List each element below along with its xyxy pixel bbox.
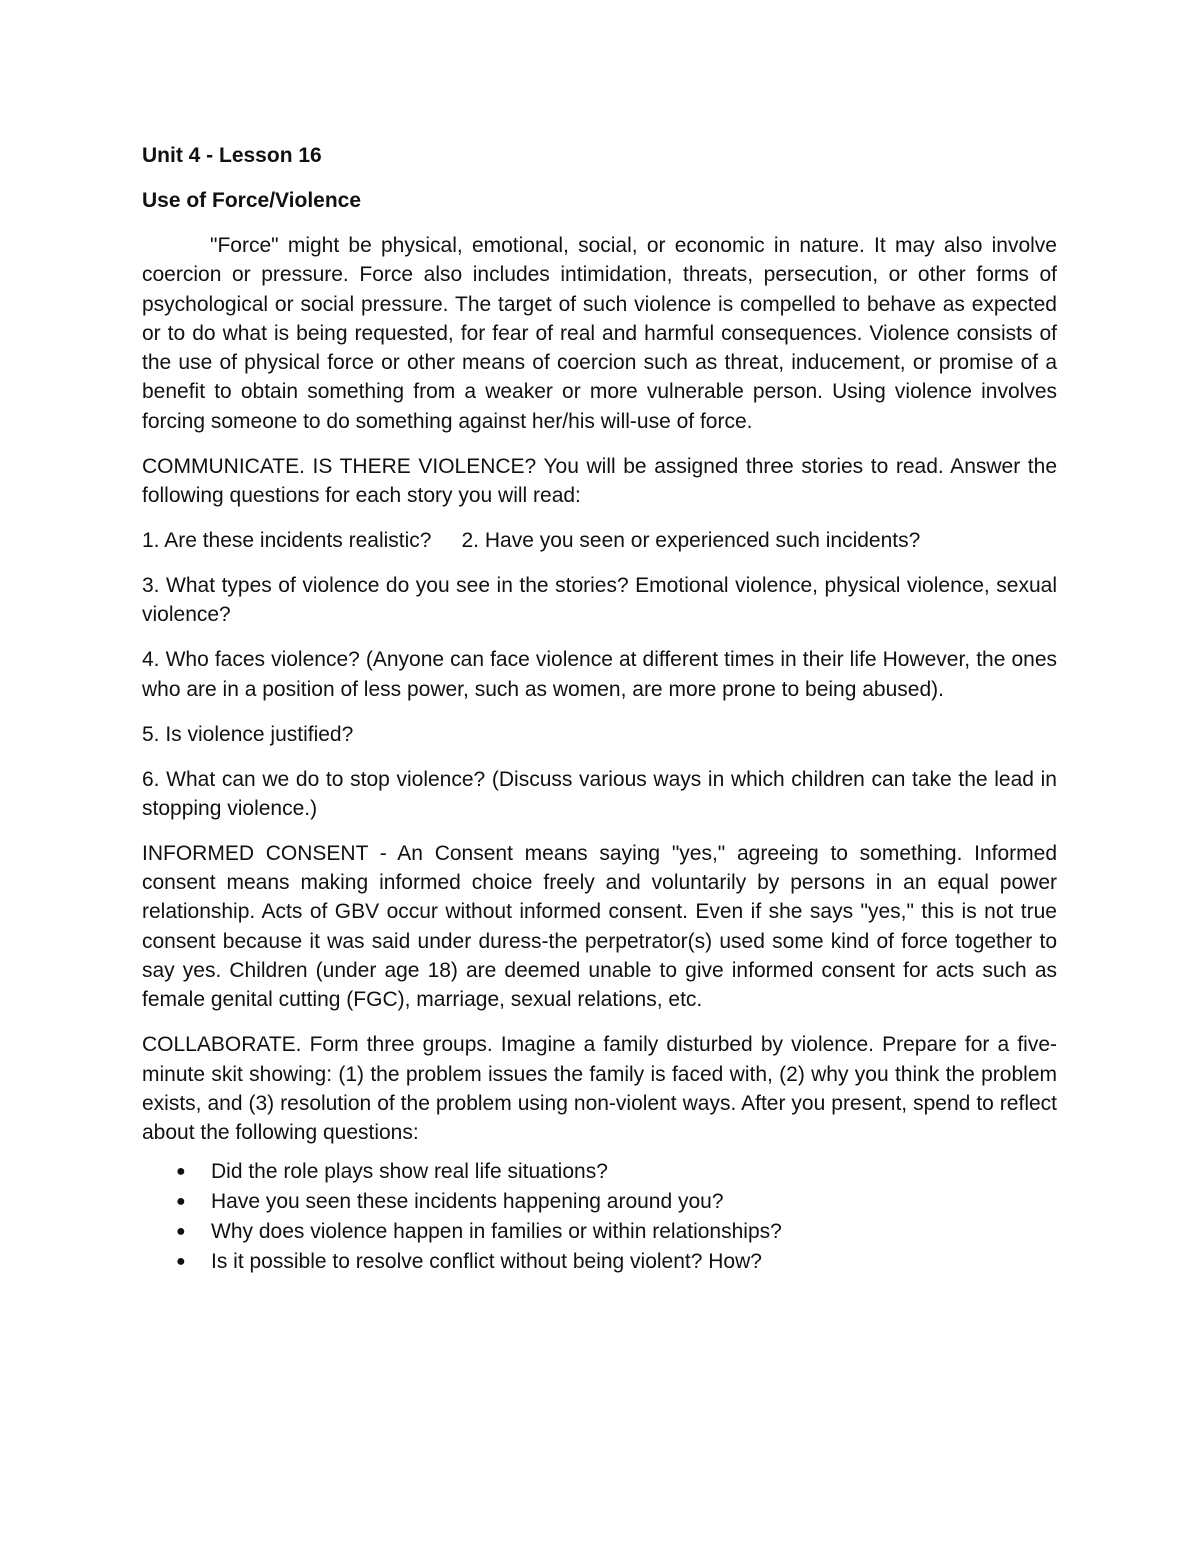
question-1-2-row xyxy=(142,526,1057,555)
reflection-question: Why does violence happen in families or within relationships? xyxy=(211,1220,782,1244)
question-5: 5. Is violence justified? xyxy=(142,722,354,746)
question-6: 6. What can we do to stop violence? (Discuss various ways in which children can take the lead in stopping violence.) xyxy=(142,767,1057,820)
reflection-question: Did the role plays show real life situations? xyxy=(211,1160,608,1184)
question-1: 1. Are these incidents realistic? xyxy=(142,529,432,553)
list-item xyxy=(142,1247,1057,1277)
list-item xyxy=(142,1187,1057,1217)
communicate-paragraph: COMMUNICATE. IS THERE VIOLENCE? You will be assigned three stories to read. Answer the following questions for each story you will read: xyxy=(142,454,1057,508)
section-title: Use of Force/Violence xyxy=(142,188,362,212)
reflection-question-list xyxy=(142,1157,1057,1277)
reflection-question: Have you seen these incidents happening around you? xyxy=(211,1190,724,1214)
bullet-icon: ● xyxy=(176,1223,186,1241)
reflection-question: Is it possible to resolve conflict without being violent? How? xyxy=(211,1250,762,1274)
intro-paragraph: "Force" might be physical, emotional, social, or economic in nature. It may also involve coercion or pressure. Force also includes intimidation, threats, persecution, or other forms of psychological or social pressure. The target of such violence is compelled to behave as expected or to do what is being requested, for fear of real and harmful consequences. Violence consists of the use of physical force or other means of coercion such as threat, inducement, or promise of a benefit to obtain something from a weaker or more vulnerable person. Using violence involves forcing someone to do something against her/his will-use of force. xyxy=(142,233,1057,433)
bullet-icon: ● xyxy=(176,1163,186,1181)
bullet-icon: ● xyxy=(176,1193,186,1211)
collaborate-paragraph: COLLABORATE. Form three groups. Imagine a family disturbed by violence. Prepare for a five-minute skit showing: (1) the problem issues the family is faced with, (2) why you think the problem exists, and (3) resolution of the problem using non-violent ways. After you present, spend to reflect about the following questions: xyxy=(142,1033,1057,1145)
question-2: 2. Have you seen or experienced such incidents? xyxy=(461,529,921,553)
question-4: 4. Who faces violence? (Anyone can face violence at different times in their life However, the ones who are in a position of less power, such as women, are more prone to being abused). xyxy=(142,648,1057,701)
bullet-icon: ● xyxy=(176,1253,186,1271)
list-item xyxy=(142,1217,1057,1247)
list-item xyxy=(142,1157,1057,1187)
question-3: 3. What types of violence do you see in the stories? Emotional violence, physical violence, sexual violence? xyxy=(142,574,1057,627)
informed-consent-paragraph: INFORMED CONSENT - An Consent means saying "yes," agreeing to something. Informed consent means making informed choice freely and voluntarily by persons in an equal power relationship. Acts of GBV occur without informed consent. Even if she says "yes," this is not true consent because it was said under duress-the perpetrator(s) used some kind of force together to say yes. Children (under age 18) are deemed unable to give informed consent for acts such as female genital cutting (FGC), marriage, sexual relations, etc. xyxy=(142,841,1057,1012)
document-page xyxy=(142,141,1057,1277)
unit-title: Unit 4 - Lesson 16 xyxy=(142,144,322,167)
